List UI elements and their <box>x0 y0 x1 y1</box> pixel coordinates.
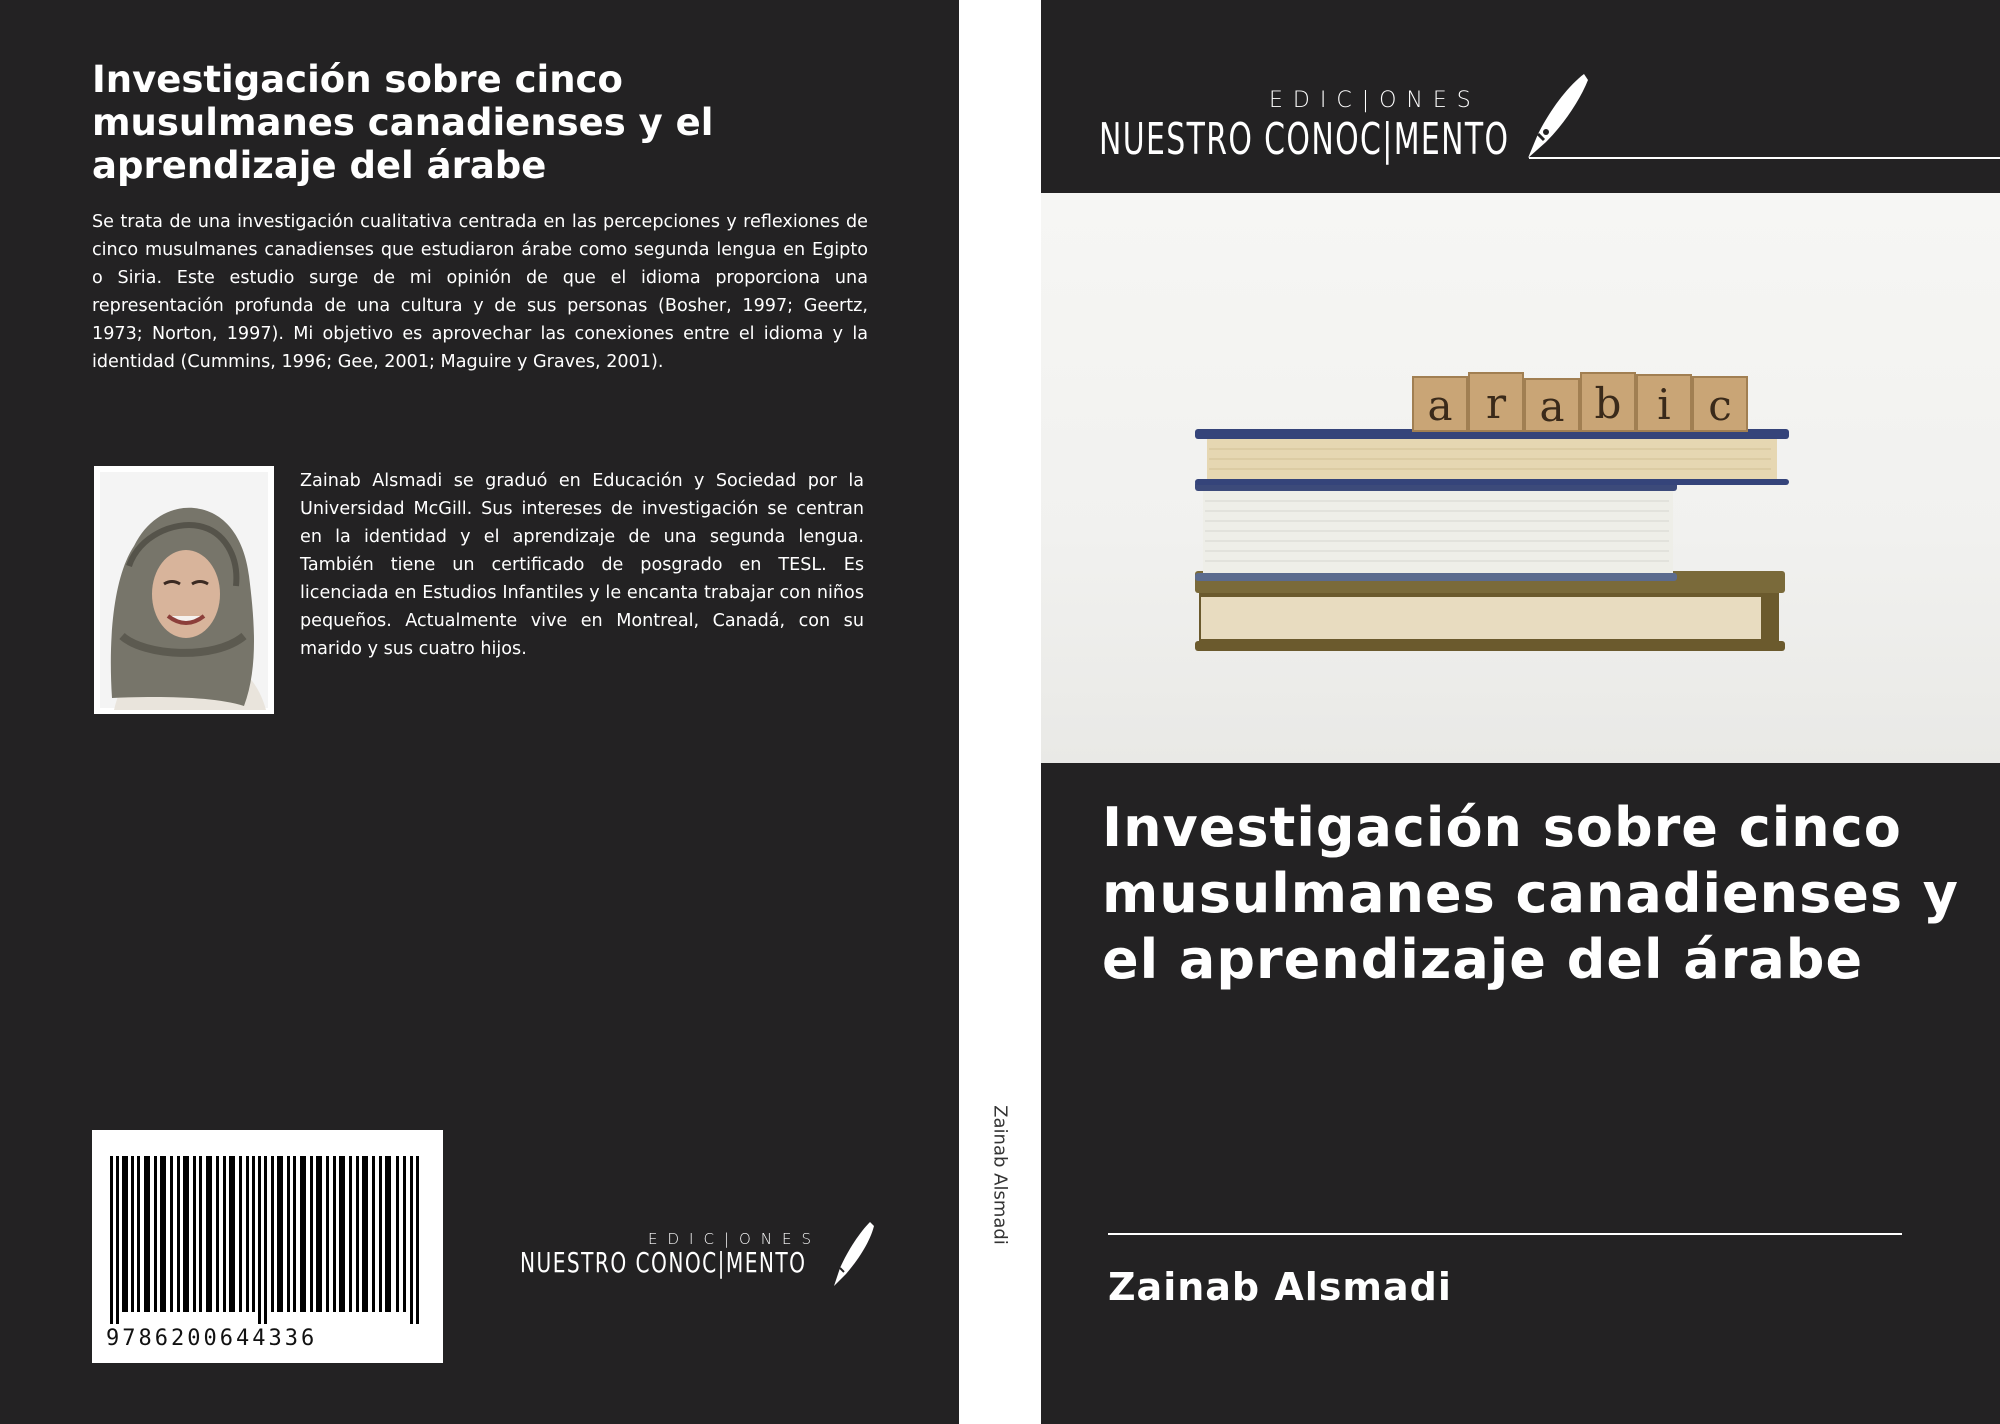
author-portrait-image <box>94 466 274 714</box>
back-cover-title: Investigación sobre cinco musulmanes canadienses y el aprendizaje del árabe <box>92 58 714 187</box>
back-publisher-logo <box>520 1220 880 1300</box>
front-cover-title: Investigación sobre cinco musulmanes canadienses y el aprendizaje del árabe <box>1102 796 1959 991</box>
cover-image-books-arabic <box>1041 193 2000 763</box>
isbn-barcode <box>92 1130 443 1363</box>
publisher-logo-line2: NUESTRO CONOC|MENTO <box>1099 114 1510 165</box>
stamp-letter: a <box>1539 382 1565 431</box>
stamp-letter: b <box>1594 379 1622 428</box>
publisher-logo-line1: EDIC|ONES <box>648 1230 822 1248</box>
author-divider <box>1108 1233 1902 1235</box>
author-photo <box>94 466 274 714</box>
fountain-pen-icon <box>1524 72 1594 162</box>
barcode-bars <box>110 1156 426 1324</box>
logo-underline <box>1529 157 2000 159</box>
isbn-digits: 9786200644336 <box>106 1326 318 1351</box>
stamp-letter: c <box>1708 381 1732 430</box>
publisher-logo-line2: NUESTRO CONOC|MENTO <box>520 1246 807 1279</box>
stamp-letter: r <box>1485 379 1507 428</box>
stamp-letter: i <box>1657 380 1671 429</box>
back-cover-blurb: Se trata de una investigación cualitativa centrada en las percepciones y reflexiones de cinco musulmanes canadienses que estudiaron árabe como segunda lengua en Egipto o Siria. Este estudio surge de mi opinión de que el idioma proporciona una representación profunda de una cultura y de sus personas (Bosher, 1997; Geertz, 1973; Norton, 1997). Mi objetivo es aprovechar las conexiones entre el idioma y la identidad (Cummins, 1996; Gee, 2001; Maguire y Graves, 2001). <box>92 212 868 372</box>
front-cover-author: Zainab Alsmadi <box>1108 1265 1452 1309</box>
spine-author: Zainab Alsmadi <box>989 1105 1011 1245</box>
books-illustration <box>1041 193 2000 763</box>
publisher-logo-line1: EDIC|ONES <box>1269 88 1481 113</box>
fountain-pen-icon <box>830 1220 878 1290</box>
author-bio: Zainab Alsmadi se graduó en Educación y Sociedad por la Universidad McGill. Sus intereses de investigación se centran en la identidad y el aprendizaje de una segunda lengua. También tiene un certificado de posgrado en TESL. Es licenciada en Estudios Infantiles y le encanta trabajar con niños pequeños. Actualmente vive en Montreal, Canadá, con su marido y sus cuatro hijos. <box>300 471 864 659</box>
stamp-letter: a <box>1427 381 1453 430</box>
